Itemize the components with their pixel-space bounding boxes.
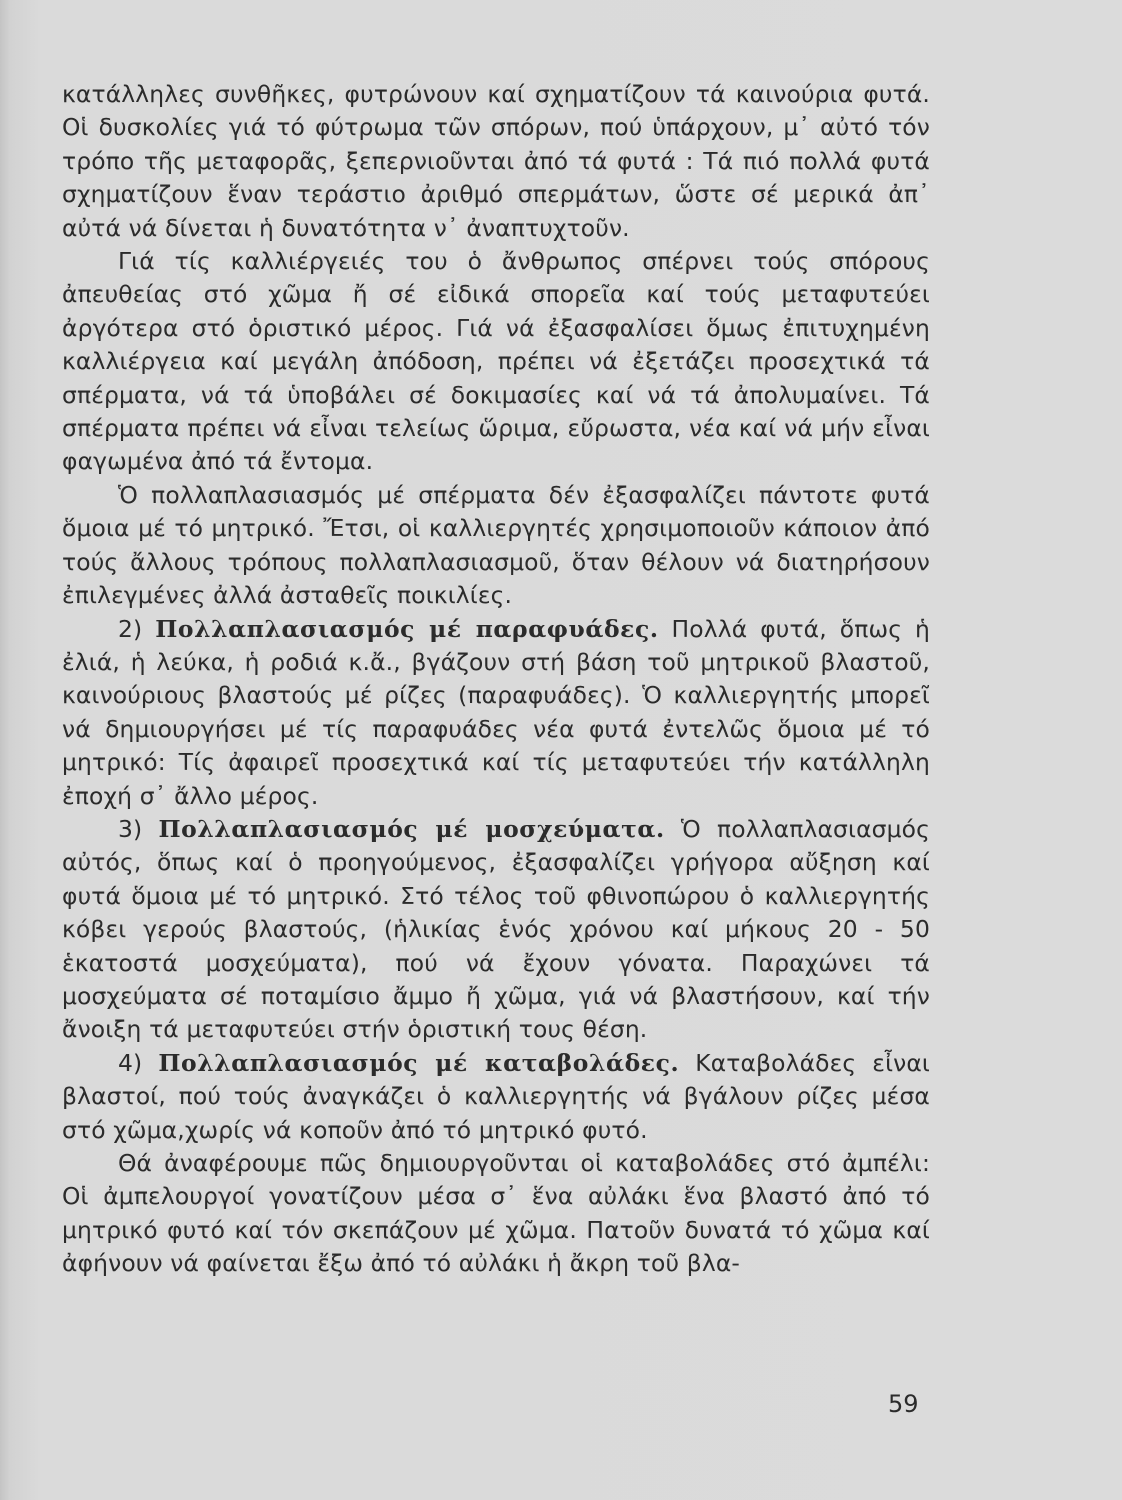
page-number: 59 <box>888 1390 919 1418</box>
body-text <box>62 78 930 1281</box>
section-4-paragraph <box>62 1047 930 1147</box>
section-4-text: Καταβολάδες εἶναι βλαστοί, πού τούς ἀναγκάζει ὁ καλλιεργητής νά βγάλουν ρίζες μέσα στό χῶμα,χωρίς νά κοποῦν ἀπό τό μητρικό φυτό. <box>62 1048 931 1144</box>
section-2-heading: Πολλαπλασιασμός μέ παραφυάδες. <box>155 614 659 643</box>
section-2-text: Πολλά φυτά, ὅπως ἡ ἐλιά, ἡ λεύκα, ἡ ροδιά κ.ἄ., βγάζουν στή βάση τοῦ μητρικοῦ βλαστοῦ, καινούριους βλαστούς μέ ρίζες (παραφυάδες). Ὁ καλλιεργητής μπορεῖ νά δημιουργήσει μέ τίς παραφυάδες νέα φυτά ἐντελῶς ὅμοια μέ τό μητρικό: Τίς ἀφαιρεῖ προσεχτικά καί τίς μεταφυτεύει τήν κατάλληλη ἐποχή σ᾿ ἄλλο μέρος. <box>62 614 930 810</box>
section-3-paragraph <box>62 813 930 1047</box>
section-3-text: Ὁ πολλαπλασιασμός αὐτός, ὅπως καί ὁ προηγούμενος, ἐξασφαλίζει γρήγορα αὔξηση καί φυτά ὅμοια μέ τό μητρικό. Στό τέλος τοῦ φθινοπώρου ὁ καλλιεργητής κόβει γερούς βλαστούς, (ἡλικίας ἑνός χρόνου καί μήκους 20 - 50 ἑκατοστά μοσχεύματα), πού νά ἔχουν γόνατα. Παραχώνει τά μοσχεύματα σέ ποταμίσιο ἄμμο ἤ χῶμα, γιά νά βλαστήσουν, καί τήν ἄνοιξη τά μεταφυτεύει στήν ὁριστική τους θέση. <box>62 814 931 1044</box>
section-4-number: 4) <box>118 1048 143 1077</box>
paragraph-1: κατάλληλες συνθῆκες, φυτρώνουν καί σχηματίζουν τά καινούρια φυτά. Οἱ δυσκολίες γιά τό φύτρωμα τῶν σπόρων, πού ὑπάρχουν, μ᾿ αὐτό τόν τρόπο τῆς μεταφορᾶς, ξεπερνιοῦνται ἀπό τά φυτά : Τά πιό πολλά φυτά σχηματίζουν ἕναν τεράστιο ἀριθμό σπερμάτων, ὥστε σέ μερικά ἀπ᾿ αὐτά νά δίνεται ἡ δυνατότητα ν᾿ ἀναπτυχτοῦν. <box>62 80 930 242</box>
section-3-heading: Πολλαπλασιασμός μέ μοσχεύματα. <box>158 814 665 843</box>
section-2-paragraph <box>62 613 930 813</box>
section-4-heading: Πολλαπλασιασμός μέ καταβολάδες. <box>158 1048 680 1077</box>
section-2-number: 2) <box>118 614 143 643</box>
paragraph-3: Ὁ πολλαπλασιασμός μέ σπέρματα δέν ἐξασφαλίζει πάντοτε φυτά ὅμοια μέ τό μητρικό. Ἔτσι, οἱ καλλιεργητές χρησιμοποιοῦν κάποιον ἀπό τούς ἄλλους τρόπους πολλαπλασιασμοῦ, ὅταν θέλουν νά διατηρήσουν ἐπιλεγμένες ἀλλά ἀσταθεῖς ποικιλίες. <box>62 480 930 610</box>
section-3-number: 3) <box>118 814 143 843</box>
paragraph-7: Θά ἀναφέρουμε πῶς δημιουργοῦνται οἱ καταβολάδες στό ἀμπέλι: Οἱ ἀμπελουργοί γονατίζουν μέσα σ᾿ ἕνα αὐλάκι ἕνα βλαστό ἀπό τό μητρικό φυτό καί τόν σκεπάζουν μέ χῶμα. Πατοῦν δυνατά τό χῶμα καί ἀφήνουν νά φαίνεται ἔξω ἀπό τό αὐλάκι ἡ ἄκρη τοῦ βλα- <box>62 1149 930 1278</box>
paragraph-2: Γιά τίς καλλιέργειές του ὁ ἄνθρωπος σπέρνει τούς σπόρους ἀπευθείας στό χῶμα ἤ σέ εἰδικά σπορεῖα καί τούς μεταφυτεύει ἀργότερα στό ὁριστικό μέρος. Γιά νά ἐξασφαλίσει ὅμως ἐπιτυχημένη καλλιέργεια καί μεγάλη ἀπόδοση, πρέπει νά ἐξετάζει προσεχτικά τά σπέρματα, νά τά ὑποβάλει σέ δοκιμασίες καί νά τά ἀπολυμαίνει. Τά σπέρματα πρέπει νά εἶναι τελείως ὥριμα, εὔρωστα, νέα καί νά μήν εἶναι φαγωμένα ἀπό τά ἔντομα. <box>62 247 930 476</box>
